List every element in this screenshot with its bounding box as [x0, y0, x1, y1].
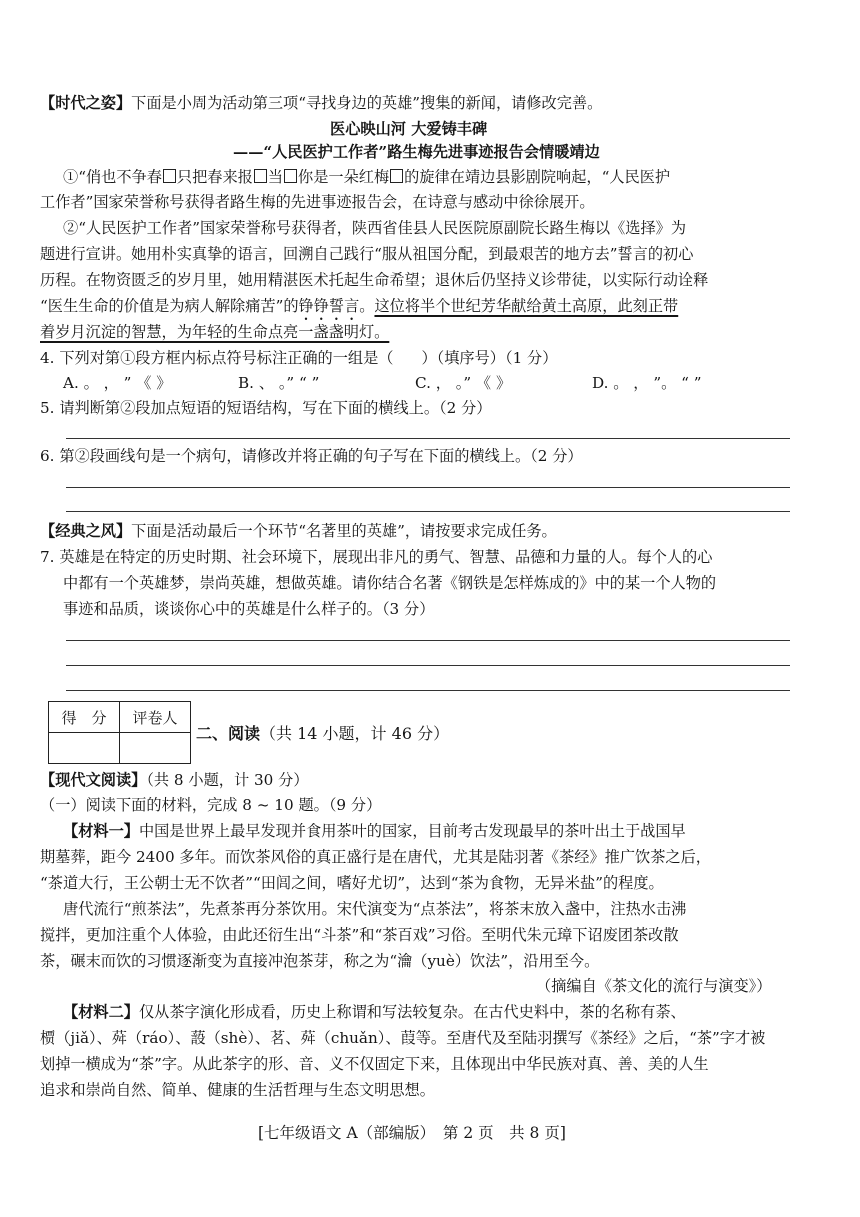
modern-reading-line	[40, 770, 309, 790]
q4-option-d: D. 。 ， ”。 “ ”	[592, 374, 702, 392]
underlined-sentence-part1: 这位将半个世纪芳华献给黄土高原，此刻正带	[374, 297, 679, 315]
m1-source: （摘编自《茶文化的流行与演变》）	[536, 977, 772, 995]
era-section-tag: 【时代之姿】	[40, 94, 132, 112]
news-subheadline: ——“人民医护工作者”路生梅先进事迹报告会情暖靖边	[233, 143, 600, 161]
q6-answer-line-2[interactable]	[66, 511, 790, 512]
material2-tag: 【材料二】	[63, 1003, 139, 1021]
classic-section-tag: 【经典之风】	[40, 522, 132, 540]
modern-reading-tag: 【现代文阅读】	[40, 771, 147, 789]
p2-line4-period: 。	[359, 297, 375, 315]
m2-line3: 划掉一横成为“茶”字。从此茶字的形、音、义不仅固定下来，且体现出中华民族对真、善、美的人生	[40, 1055, 709, 1073]
m2-line1-text: 仅从茶字演化形成看，历史上称谓和写法较复杂。在古代史料中，茶的名称有荼、	[138, 1003, 686, 1021]
p1-seg5: 的旋律在靖边县影剧院响起，“人民医护	[404, 168, 671, 186]
era-intro-line	[40, 93, 602, 113]
q7-answer-line-2[interactable]	[66, 665, 790, 666]
p2-line4-plain: “医生生命的价值是为病人解除痛苦”的	[40, 297, 299, 315]
p1-line1	[63, 167, 670, 187]
blank-box-1	[163, 169, 176, 183]
q7-answer-line-1[interactable]	[66, 640, 790, 641]
blank-box-2	[254, 169, 267, 183]
q5-answer-line[interactable]	[66, 438, 790, 439]
q4-option-c: C. ， 。” 《 》	[415, 374, 512, 392]
score-table	[48, 701, 191, 764]
q7-line3: 事迹和品质，谈谈你心中的英雄是什么样子的。（3 分）	[63, 600, 435, 618]
p2-line1: ②“人民医护工作者”国家荣誉称号获得者，陕西省佳县人民医院原副院长路生梅以《选择》为	[63, 219, 687, 237]
p2-line4	[40, 296, 678, 324]
p1-seg2: 只把春来报	[176, 168, 253, 186]
p1-seg1: ①“俏也不争春	[63, 168, 162, 186]
m1-line3: “茶道大行，王公朝士无不饮者”“田闾之间，嗜好尤切”，达到“茶为食物，无异米盐”的程度。	[40, 874, 664, 892]
q4-stem-b: ）（填序号）（1 分）	[421, 349, 558, 367]
reading-heading-line	[196, 724, 449, 744]
q6-stem: 6. 第②段画线句是一个病句，请修改并将正确的句子写在下面的横线上。（2 分）	[40, 447, 583, 465]
reading-heading-note: （共 14 小题，计 46 分）	[260, 724, 450, 743]
reading-heading: 二、阅读	[196, 724, 261, 743]
m2-line1	[63, 1002, 686, 1022]
m1-line4: 唐代流行“煎茶法”，先煮茶再分茶饮用。宋代演变为“点茶法”，将茶末放入盏中，注热水击沸	[63, 900, 687, 918]
q4-stem-a: 4. 下列对第①段方框内标点符号标注正确的一组是（	[40, 349, 394, 367]
score-header: 得 分	[49, 702, 120, 733]
modern-reading-note: （共 8 小题，计 30 分）	[146, 771, 309, 789]
p2-line2: 题进行宣讲。她用朴实真挚的语言，回溯自己践行“服从祖国分配，到最艰苦的地方去”誓言的初心	[40, 245, 694, 263]
m2-line2: 槚（jiǎ）、荈（ráo）、蔎（shè）、茗、荈（chuǎn）、葭等。至唐代及至陆羽撰写《茶经》之后，“茶”字才被	[40, 1029, 766, 1047]
p1-seg3: 当	[267, 168, 284, 186]
part1-instruction: （一）阅读下面的材料，完成 8 ~ 10 题。（9 分）	[40, 796, 382, 814]
q7-line2: 中都有一个英雄梦，崇尚英雄，想做英雄。请你结合名著《钢铁是怎样炼成的》中的某一个人物的	[63, 574, 717, 592]
q4-option-b: B. 、 。” “ ”	[238, 374, 320, 392]
q5-stem: 5. 请判断第②段加点短语的短语结构，写在下面的横线上。（2 分）	[40, 399, 492, 417]
classic-intro-line	[40, 521, 557, 541]
material1-tag: 【材料一】	[63, 822, 139, 840]
q4-stem	[40, 348, 557, 368]
q4-option-a: A. 。 ， ” 《 》	[63, 374, 172, 392]
news-headline: 医心映山河 大爱铸丰碑	[330, 120, 488, 138]
m1-line5: 搅拌，更加注重个人体验，由此还衍生出“斗茶”和“茶百戏”习俗。至明代朱元璋下诏废团茶改散	[40, 926, 679, 944]
m1-line6: 茶，碾末而饮的习惯逐渐变为直接冲泡茶芽，称之为“瀹（yuè）饮法”，沿用至今。	[40, 952, 600, 970]
m1-line1	[63, 821, 686, 841]
p2-line3: 历程。在物资匮乏的岁月里，她用精湛医术托起生命希望；退休后仍坚持义诊带徒，以实际行动诠释	[40, 271, 709, 289]
era-intro: 下面是小周为活动第三项“寻找身边的英雄”搜集的新闻，请修改完善。	[131, 94, 603, 112]
blank-box-4	[390, 169, 403, 183]
p1-seg4: 你是一朵红梅	[298, 168, 390, 186]
m1-line1-text: 中国是世界上最早发现并食用茶叶的国家，目前考古发现最早的茶叶出土于战国早	[138, 822, 686, 840]
q6-answer-line-1[interactable]	[66, 487, 790, 488]
p2-line5	[40, 322, 389, 342]
page-footer: [七年级语文 A（部编版） 第 2 页 共 8 页]	[258, 1124, 566, 1142]
dotted-phrase: 铮铮誓言	[298, 297, 360, 315]
classic-intro: 下面是活动最后一个环节“名著里的英雄”，请按要求完成任务。	[131, 522, 557, 540]
m2-line4: 追求和崇尚自然、简单、健康的生活哲理与生态文明思想。	[40, 1081, 435, 1099]
grader-header: 评卷人	[120, 702, 191, 733]
underlined-sentence-part2: 着岁月沉淀的智慧，为年轻的生命点亮一盏盏明灯。	[40, 323, 390, 341]
p1-line2: 工作者”国家荣誉称号获得者路生梅的先进事迹报告会，在诗意与感动中徐徐展开。	[40, 193, 595, 211]
m1-line2: 期墓葬，距今 2400 多年。而饮茶风俗的真正盛行是在唐代，尤其是陆羽著《茶经》推广饮茶之后，	[40, 848, 711, 866]
grader-cell[interactable]	[120, 733, 191, 764]
score-cell[interactable]	[49, 733, 120, 764]
q7-line1: 7. 英雄是在特定的历史时期、社会环境下，展现出非凡的勇气、智慧、品德和力量的人。每个人的心	[40, 548, 713, 566]
blank-box-3	[284, 169, 297, 183]
q7-answer-line-3[interactable]	[66, 690, 790, 691]
